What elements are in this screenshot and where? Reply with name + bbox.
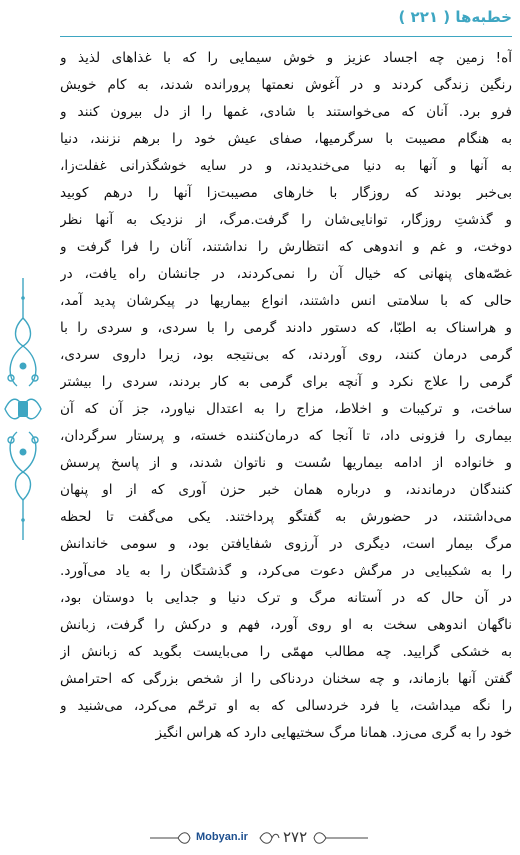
- text-line: گرمی درمان کنند، روی آوردند، که بی‌نتیجه بود، زیرا داروی سردی،: [60, 347, 512, 363]
- body-text: [60, 45, 512, 747]
- text-line: و هراسناک به اطبّا، که دستور دادند گرمی را با سردی، و سردی را با: [60, 320, 512, 336]
- page-footer: [0, 827, 520, 849]
- scroll-flourish-left-icon: [150, 829, 194, 847]
- text-line: رنگین زندگی کردند و در آغوش نعمتها پرورانده شدند، به کام خویش: [60, 77, 512, 93]
- text-line: کنندگان درماندند، و درباره همان خبر حزن آوری که از او پنهان: [60, 482, 512, 498]
- header-divider: [60, 36, 512, 37]
- text-line: به خشکی گرایید. چه مطالب مهمّی را می‌بایست بگوید که زبانش از: [60, 644, 512, 660]
- text-line: خود را به گری می‌زد. همانا مرگ سختیهایی دارد که هراس انگیز: [155, 725, 512, 741]
- scroll-flourish-mid-icon: [258, 829, 280, 847]
- text-line: حالی که با سلامتی انس داشتند، انواع بیماریها در پیکرشان پدید آمد،: [60, 293, 512, 309]
- scroll-flourish-right-icon: [312, 829, 368, 847]
- text-line: بی‌خبر بودند که روزگار با خارهای مصیبت‌زا آنها را درهم کوبید: [60, 185, 512, 201]
- text-line: به هنگام مصیبت با سرگرمیها، صفای عیش خود را برهم نزنند، دنیا: [60, 131, 512, 147]
- text-line: می‌داشتند، در حضورش به گفتگو پرداختند. یکی می‌گفت تا لحظه: [60, 509, 512, 525]
- text-line: و گذشتِ روزگار، توانایی‌شان را گرفت.مرگ، از نزدیک به آنها نظر: [60, 212, 512, 228]
- text-line: غصّه‌های پنهانی که خیال آن را نمی‌کردند، در جانشان راه یافت، در: [60, 266, 512, 282]
- text-line: مرگ بیمار است، دیگری در آرزوی شفایافتن بود، و سومی خاندانش: [60, 536, 512, 552]
- text-line: ساخت، و ترکیبات و اخلاط، مزاج را به اعتدال نیاورد، جز آن که آن: [60, 401, 512, 417]
- text-line: دوخت، و غم و اندوهی که انتظارش را نداشتند، آنان را فرا گرفت و: [60, 239, 512, 255]
- text-line: در آن حال که در آستانه مرگ و ترک دنیا و جدایی با دوستان بود،: [60, 590, 512, 606]
- page-header-title: خطبه‌ها ( ۲۲۱ ): [398, 8, 512, 26]
- text-line: به آنها و آنها به دنیا می‌خندیدند، و در سایه خوشگذرانی غفلت‌زا،: [60, 158, 512, 174]
- text-line: ناگهان اندوهی سخت به او روی آورد، فهم و درکش را گرفت، زبانش: [60, 617, 512, 633]
- footer-site-link[interactable]: Mobyan.ir: [196, 831, 248, 843]
- side-ornament-icon: [3, 278, 43, 540]
- page-number: ۲۷۲: [283, 828, 308, 846]
- text-line: گفتن آنها بازماند، و چه سخنان دردناکی را از شخص بزرگی که احترامش: [60, 671, 512, 687]
- text-line: بیماری را فزونی داد، تا آنجا که درمان‌کننده خسته، و پرستار سرگردان،: [60, 428, 512, 444]
- text-line: فرو برد. آنان که می‌خواستند با شادی، غمها را از دل بیرون کنند و: [60, 104, 512, 120]
- text-line: آه! زمین چه اجساد عزیز و خوش سیمایی را که با غذاهای لذیذ و: [60, 50, 512, 66]
- text-line: را به شکیبایی در مرگش دعوت می‌کرد، و گذشتگان را به یاد می‌آورد.: [60, 563, 512, 579]
- text-line: و خانواده از ادامه بیماریها سُست و ناتوان شدند، و از پاسخ پرسش: [60, 455, 512, 471]
- text-line: گرمی را علاج نکرد و آنچه برای گرمی به کار بردند، سردی را بیشتر: [60, 374, 512, 390]
- text-line: را نگه میداشت، یا فرد خردسالی که به او ترحّم می‌کرد، می‌شنید و: [60, 698, 512, 714]
